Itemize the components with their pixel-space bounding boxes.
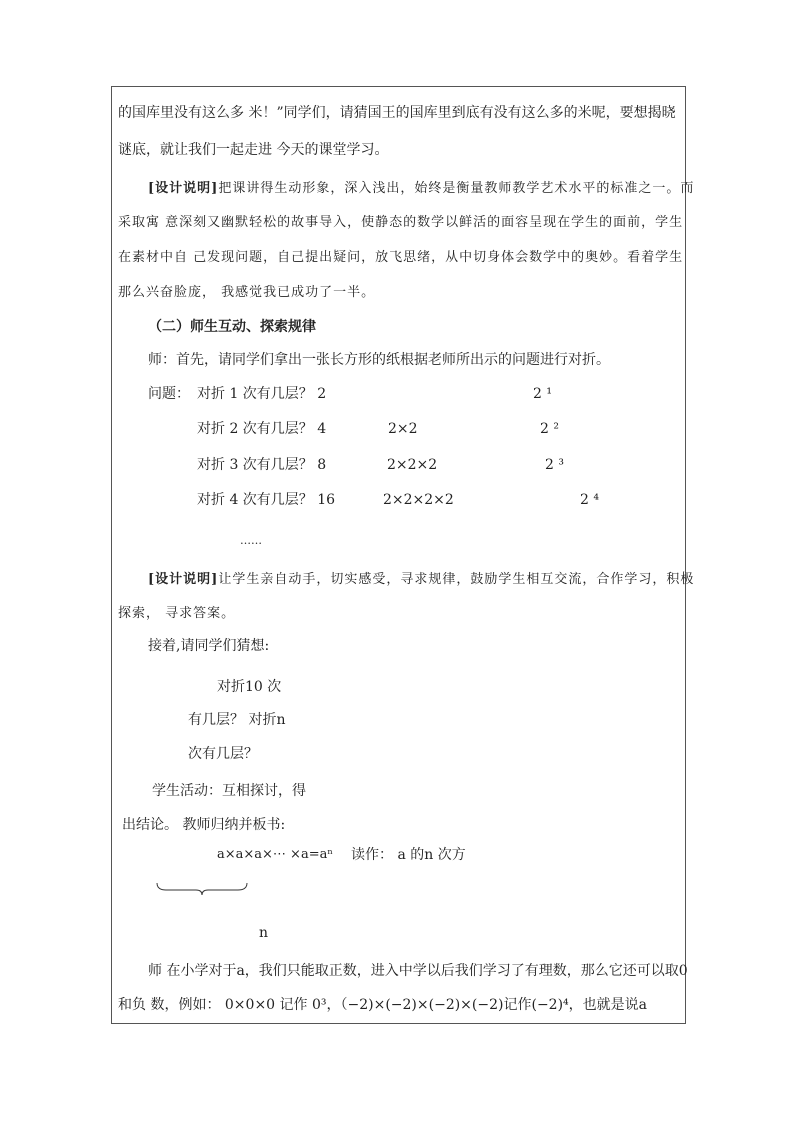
question-4-power: 2 ⁴	[580, 492, 599, 508]
design-note-1-line-2: 采取寓 意深刻又幽默轻松的故事导入，使静态的数学以鲜活的面容呈现在学生的面前，学生	[118, 215, 684, 230]
design-note-text: 把课讲得生动形象，深入浅出，始终是衡量教师教学艺术水平的标准之一。而	[218, 181, 695, 196]
design-note-1-line-4: 那么兴奋脸庞， 我感觉我已成功了一半。	[118, 285, 376, 300]
ellipsis: ……	[240, 534, 262, 547]
guess-line-3: 次有几层？	[188, 746, 258, 762]
question-4: 对折 4 次有几层？ 16	[197, 492, 336, 508]
brace-count-label: n	[259, 925, 269, 941]
design-note-1-line-3: 在素材中自 己发现问题，自己提出疑问，放飞思绪，从中切身体会数学中的奥妙。看着学生	[118, 250, 684, 265]
intro-line-1: 的国库里没有这么多 米！”同学们，请猜国王的国库里到底有没有这么多的米呢，要想揭晓	[118, 105, 676, 121]
question-3: 对折 3 次有几层？ 8	[197, 457, 327, 473]
intro-line-2: 谜底，就让我们一起走进 今天的课堂学习。	[118, 142, 389, 158]
design-note-1-line-1	[148, 180, 694, 198]
guess-line-2: 有几层？ 对折n	[188, 712, 286, 728]
design-note-tag: [设计说明]	[148, 572, 219, 587]
teacher-explanation-line-2: 和负 数，例如： 0×0×0 记作 0³，（−2)×(−2)×(−2)×(−2)记作(−2)⁴，也就是说a	[118, 997, 647, 1013]
power-reading: 读作： a 的n 次方	[351, 847, 466, 863]
question-2-power: 2 ²	[540, 421, 559, 437]
section-heading: （二）师生互动、探索规律	[148, 319, 316, 335]
teacher-explanation-line-1: 师 在小学对于a，我们只能取正数，进入中学以后我们学习了有理数，那么它还可以取0	[148, 963, 688, 979]
question-2-product: 2×2	[388, 421, 418, 437]
question-3-power: 2 ³	[545, 457, 564, 473]
guess-prompt: 接着,请同学们猜想:	[148, 638, 270, 654]
question-3-product: 2×2×2	[387, 457, 438, 473]
design-note-2-line-1	[148, 571, 694, 589]
design-note-text: 让学生亲自动手，切实感受，寻求规律，鼓励学生相互交流，合作学习，积极	[218, 572, 695, 587]
design-note-tag: [设计说明]	[148, 181, 219, 196]
guess-line-1: 对折10 次	[217, 679, 282, 695]
question-label: 问题：	[148, 386, 190, 402]
power-formula: a×a×a×⋯ ×a=aⁿ	[217, 847, 333, 862]
teacher-instruction: 师：首先，请同学们拿出一张长方形的纸根据老师所出示的问题进行对折。	[148, 352, 610, 368]
student-activity: 学生活动：互相探讨，得	[152, 783, 306, 799]
underbrace-icon	[156, 882, 248, 896]
design-note-2-line-2: 探索， 寻求答案。	[118, 606, 236, 621]
question-1-power: 2 ¹	[533, 386, 552, 402]
question-4-product: 2×2×2×2	[383, 492, 454, 508]
question-1: 对折 1 次有几层？ 2	[197, 386, 327, 402]
conclusion-line: 出结论。 教师归纳并板书:	[122, 817, 286, 833]
question-2: 对折 2 次有几层？ 4	[197, 421, 327, 437]
